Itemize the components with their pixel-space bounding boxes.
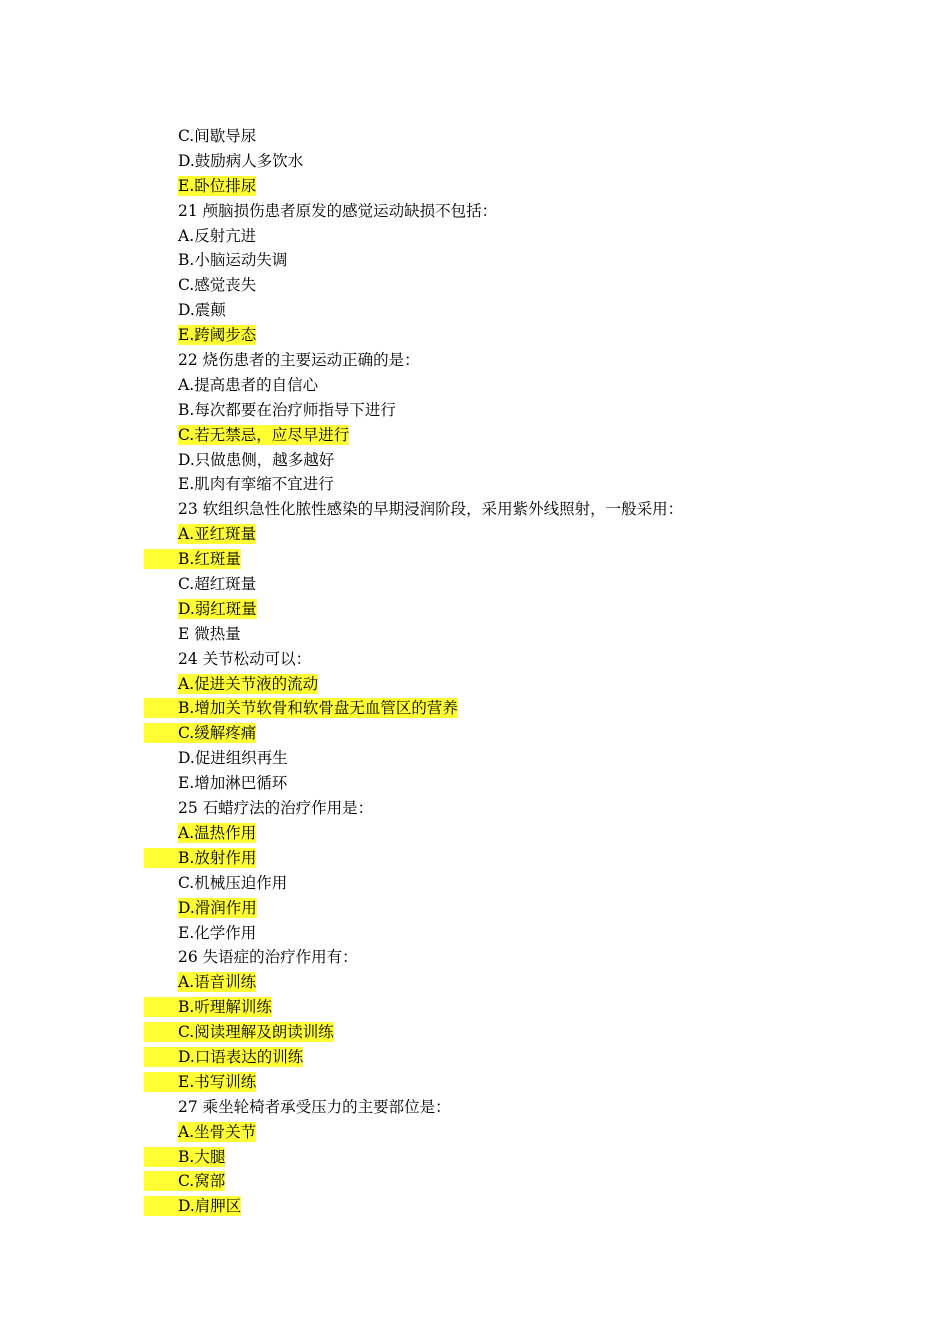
question-line [0, 348, 950, 373]
option-text: A.反射亢进 [178, 226, 257, 245]
answer-option [0, 373, 950, 398]
option-text: C.感觉丧失 [178, 276, 257, 295]
answer-option-highlighted [0, 1020, 950, 1045]
answer-option-highlighted [0, 672, 950, 697]
answer-option [0, 448, 950, 473]
option-text: C.缓解疼痛 [178, 724, 257, 743]
answer-option [0, 224, 950, 249]
option-text: C.窝部 [178, 1172, 226, 1191]
answer-option-highlighted [0, 846, 950, 871]
answer-option [0, 622, 950, 647]
question-text: 25 石蜡疗法的治疗作用是： [178, 799, 374, 818]
answer-option [0, 572, 950, 597]
document-page [0, 124, 950, 1219]
question-line [0, 1095, 950, 1120]
answer-option-highlighted [0, 522, 950, 547]
question-text: 26 失语症的治疗作用有： [178, 948, 358, 967]
option-text: A.温热作用 [178, 823, 257, 842]
option-text: C.若无禁忌，应尽早进行 [178, 425, 350, 444]
option-text: D.促进组织再生 [178, 749, 288, 768]
question-line [0, 199, 950, 224]
option-text: E.书写训练 [178, 1072, 257, 1091]
answer-option-highlighted [0, 547, 950, 572]
option-text: D.弱红斑量 [178, 599, 257, 618]
answer-option-highlighted [0, 174, 950, 199]
answer-option-highlighted [0, 1194, 950, 1219]
question-text: 23 软组织急性化脓性感染的早期浸润阶段，采用紫外线照射，一般采用： [178, 500, 684, 519]
option-text: E.跨阈步态 [178, 326, 257, 345]
option-text: B.听理解训练 [178, 998, 272, 1017]
answer-option [0, 921, 950, 946]
option-text: B.每次都要在治疗师指导下进行 [178, 400, 396, 419]
question-line [0, 497, 950, 522]
answer-option [0, 248, 950, 273]
answer-option-highlighted [0, 821, 950, 846]
option-text: C.机械压迫作用 [178, 873, 288, 892]
option-text: B.小脑运动失调 [178, 251, 288, 270]
answer-option-highlighted [0, 597, 950, 622]
answer-option [0, 398, 950, 423]
answer-option [0, 298, 950, 323]
option-text: D.鼓励病人多饮水 [178, 151, 304, 170]
answer-option [0, 746, 950, 771]
question-text: 22 烧伤患者的主要运动正确的是： [178, 351, 420, 370]
option-text: D.口语表达的训练 [178, 1047, 304, 1066]
question-line [0, 945, 950, 970]
option-text: D.肩胛区 [178, 1197, 242, 1216]
answer-option-highlighted [0, 995, 950, 1020]
option-text: E.化学作用 [178, 923, 257, 942]
option-text: B.放射作用 [178, 848, 257, 867]
answer-option-highlighted [0, 1145, 950, 1170]
answer-option-highlighted [0, 970, 950, 995]
answer-option [0, 871, 950, 896]
answer-option [0, 472, 950, 497]
option-text: A.亚红斑量 [178, 525, 257, 544]
question-line [0, 647, 950, 672]
answer-option [0, 149, 950, 174]
answer-option-highlighted [0, 423, 950, 448]
option-text: A.语音训练 [178, 973, 257, 992]
question-text: 21 颅脑损伤患者原发的感觉运动缺损不包括： [178, 201, 498, 220]
option-text: E.增加淋巴循环 [178, 774, 288, 793]
option-text: C.阅读理解及朗读训练 [178, 1023, 334, 1042]
answer-option [0, 273, 950, 298]
answer-option-highlighted [0, 323, 950, 348]
question-text: 27 乘坐轮椅者承受压力的主要部位是： [178, 1097, 451, 1116]
option-text: E.肌肉有挛缩不宜进行 [178, 475, 334, 494]
option-text: B.红斑量 [178, 550, 241, 569]
option-text: B.增加关节软骨和软骨盘无血管区的营养 [178, 699, 458, 718]
option-text: A.坐骨关节 [178, 1122, 257, 1141]
answer-option-highlighted [0, 1045, 950, 1070]
question-line [0, 796, 950, 821]
option-text: A.促进关节液的流动 [178, 674, 319, 693]
option-text: D.震颠 [178, 301, 226, 320]
option-text: C.间歇导尿 [178, 127, 257, 145]
option-text: D.只做患侧，越多越好 [178, 450, 335, 469]
answer-option-highlighted [0, 1120, 950, 1145]
answer-option [0, 124, 950, 149]
question-text: 24 关节松动可以： [178, 649, 312, 668]
option-text: B.大腿 [178, 1147, 226, 1166]
answer-option-highlighted [0, 696, 950, 721]
answer-option-highlighted [0, 1070, 950, 1095]
option-text: D.滑润作用 [178, 898, 257, 917]
answer-option-highlighted [0, 1169, 950, 1194]
option-text: C.超红斑量 [178, 575, 257, 594]
answer-option-highlighted [0, 721, 950, 746]
option-text: E.卧位排尿 [178, 176, 257, 195]
answer-option-highlighted [0, 896, 950, 921]
option-text: E 微热量 [178, 624, 241, 643]
answer-option [0, 771, 950, 796]
option-text: A.提高患者的自信心 [178, 375, 319, 394]
